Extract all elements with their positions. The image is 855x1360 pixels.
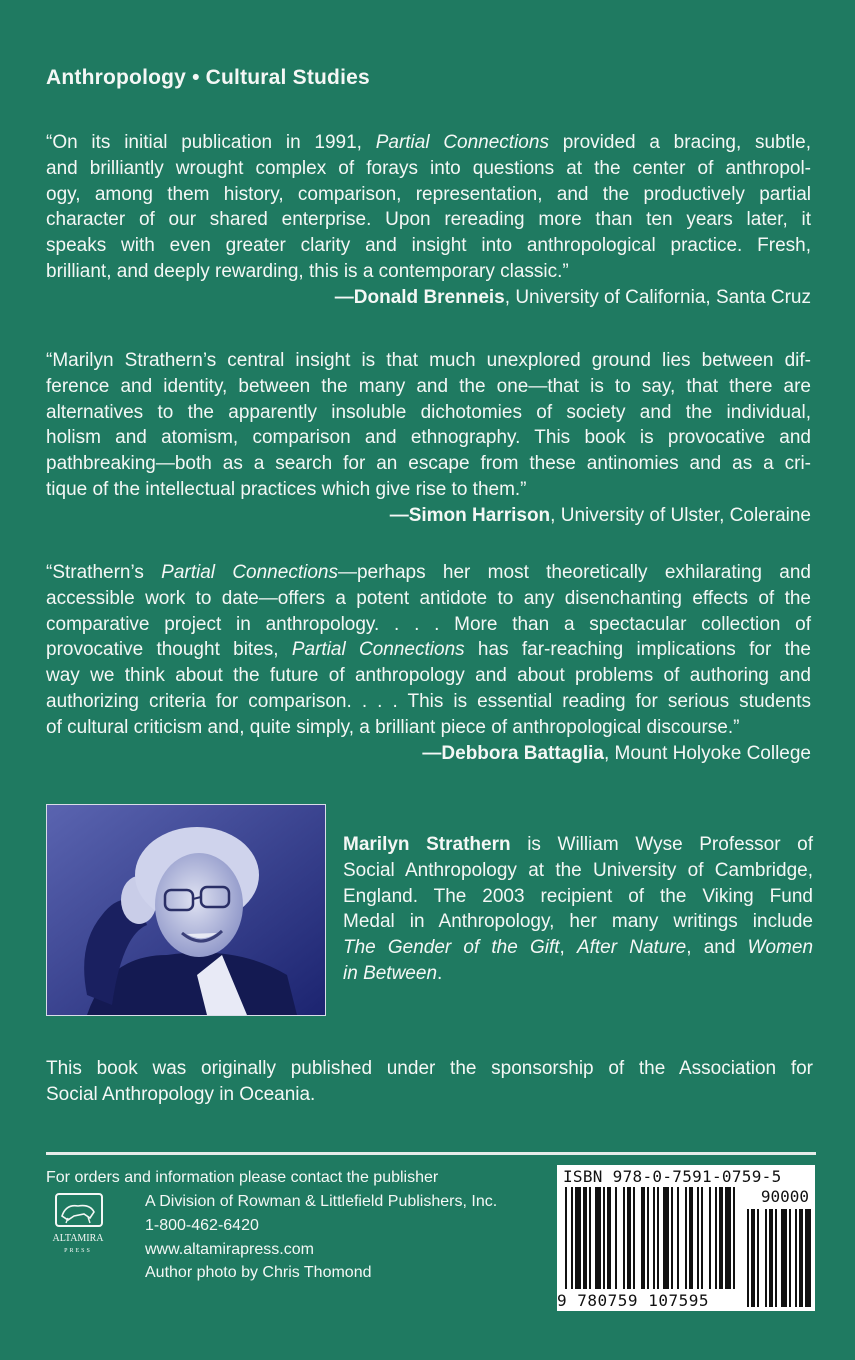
barcode-bars bbox=[557, 1165, 815, 1311]
author-photo bbox=[46, 804, 326, 1016]
barcode-bar bbox=[677, 1187, 679, 1289]
barcode-bar bbox=[701, 1187, 703, 1289]
quote-attribution: —Donald Brenneis, University of California, Santa Cruz bbox=[334, 286, 811, 308]
barcode-bar bbox=[565, 1187, 567, 1289]
barcode-bar bbox=[725, 1187, 731, 1289]
barcode-addon-bar bbox=[751, 1209, 755, 1307]
barcode-bar bbox=[603, 1187, 605, 1289]
barcode-addon-bar bbox=[805, 1209, 811, 1307]
barcode-digits: 9 780759 107595 bbox=[557, 1291, 709, 1310]
altamira-logo bbox=[46, 1192, 110, 1258]
isbn-label: ISBN 978-0-7591-0759-5 bbox=[563, 1167, 782, 1186]
category-label: Anthropology • Cultural Studies bbox=[46, 66, 370, 89]
quote-body: “On its initial publication in 1991, Partial Connections provided a bracing, subtle, and brilliantly wrought complex of forays into questions at the center of anthropol- ogy, among them history, comparison, representation, and the productively partial character of our shared enterprise. Upon rereading more than ten years later, it speaks with even greater clarity and insight into anthropological practice. Fresh, brilliant, and deeply rewarding, this is a contemporary classic.” bbox=[46, 132, 812, 282]
barcode-bar bbox=[709, 1187, 711, 1289]
barcode-bar bbox=[607, 1187, 611, 1289]
barcode-addon-bar bbox=[747, 1209, 749, 1307]
barcode-bar bbox=[671, 1187, 673, 1289]
barcode-bar bbox=[623, 1187, 625, 1289]
barcode-addon-bar bbox=[795, 1209, 797, 1307]
blurb-quote bbox=[46, 348, 811, 529]
barcode-bar bbox=[633, 1187, 635, 1289]
sponsorship-note: This book was originally published under the sponsorship of the Association for Social Anthropology in Oceania. bbox=[46, 1058, 813, 1105]
divider bbox=[46, 1152, 816, 1155]
quote-attribution: —Simon Harrison, University of Ulster, Coleraine bbox=[389, 504, 811, 526]
barcode-bar bbox=[595, 1187, 601, 1289]
barcode-addon-bar bbox=[757, 1209, 759, 1307]
barcode-bar bbox=[583, 1187, 587, 1289]
quote-body: “Strathern’s Partial Connections—perhaps her most theoretically exhilarating and accessible work to date—offers a potent antidote to any disenchanting effects of the comparative project in anthropology. . . . More than a spectacular collection of provocative thought bites, Partial Connections has far-reaching implications for the way we think about the future of anthropology and about problems of authoring and authorizing criteria for comparison. . . . This is essential reading for serious students of cultural criticism and, quite simply, a brilliant piece of anthropological discourse.” bbox=[46, 562, 811, 738]
barcode-bar bbox=[733, 1187, 735, 1289]
publisher-contact bbox=[46, 1166, 497, 1262]
logo-name: ALTAMIRA bbox=[52, 1233, 104, 1244]
author-bio: Marilyn Strathern is William Wyse Professor of Social Anthropology at the University of Cambridge, England. The 2003 recipient of the Viking Fund Medal in Anthropology, her many writings include The Gender of the Gift, After Nature, and Women in Between. bbox=[343, 834, 814, 984]
barcode-bar bbox=[697, 1187, 699, 1289]
barcode-bar bbox=[653, 1187, 655, 1289]
barcode-bar bbox=[715, 1187, 717, 1289]
barcode-addon-bar bbox=[789, 1209, 791, 1307]
barcode-bar bbox=[615, 1187, 617, 1289]
barcode-bar bbox=[627, 1187, 631, 1289]
quote-attribution: —Debbora Battaglia, Mount Holyoke College bbox=[422, 742, 811, 764]
photo-credit: Author photo by Chris Thomond bbox=[145, 1264, 372, 1281]
publisher-logo-icon bbox=[46, 1192, 110, 1258]
barcode bbox=[557, 1165, 815, 1311]
contact-heading: For orders and information please contact the publisher bbox=[46, 1169, 439, 1186]
barcode-bar bbox=[685, 1187, 687, 1289]
barcode-bar bbox=[589, 1187, 591, 1289]
barcode-addon-bar bbox=[765, 1209, 767, 1307]
barcode-addon-bar bbox=[799, 1209, 803, 1307]
publisher-website[interactable]: www.altamirapress.com bbox=[145, 1241, 314, 1258]
blurb-quote bbox=[46, 560, 811, 766]
publisher-division: A Division of Rowman & Littlefield Publishers, Inc. bbox=[145, 1193, 498, 1210]
barcode-addon-bar bbox=[781, 1209, 787, 1307]
author-photo-image bbox=[47, 805, 325, 1015]
barcode-addon-bar bbox=[775, 1209, 777, 1307]
barcode-bar bbox=[575, 1187, 581, 1289]
logo-sub: PRESS bbox=[64, 1248, 92, 1254]
barcode-bar bbox=[571, 1187, 573, 1289]
barcode-bar bbox=[647, 1187, 649, 1289]
price-code: 90000 bbox=[760, 1187, 809, 1206]
blurb-quote bbox=[46, 130, 811, 311]
barcode-addon-bar bbox=[769, 1209, 773, 1307]
barcode-bar bbox=[657, 1187, 659, 1289]
barcode-bar bbox=[641, 1187, 645, 1289]
publisher-phone: 1-800-462-6420 bbox=[145, 1217, 259, 1234]
quote-body: “Marilyn Strathern’s central insight is that much unexplored ground lies between dif- ference and identity, between the many and the one—that is to say, that there are alternatives to the apparently insoluble dichotomies of society and the individual, holism and atomism, comparison and ethnography. This book is provocative and pathbreaking—both as a search for an escape from these antinomies and as a cri- tique of the intellectual practices which give rise to them.” bbox=[46, 350, 811, 500]
barcode-bar bbox=[719, 1187, 723, 1289]
barcode-bar bbox=[663, 1187, 669, 1289]
barcode-bar bbox=[689, 1187, 693, 1289]
